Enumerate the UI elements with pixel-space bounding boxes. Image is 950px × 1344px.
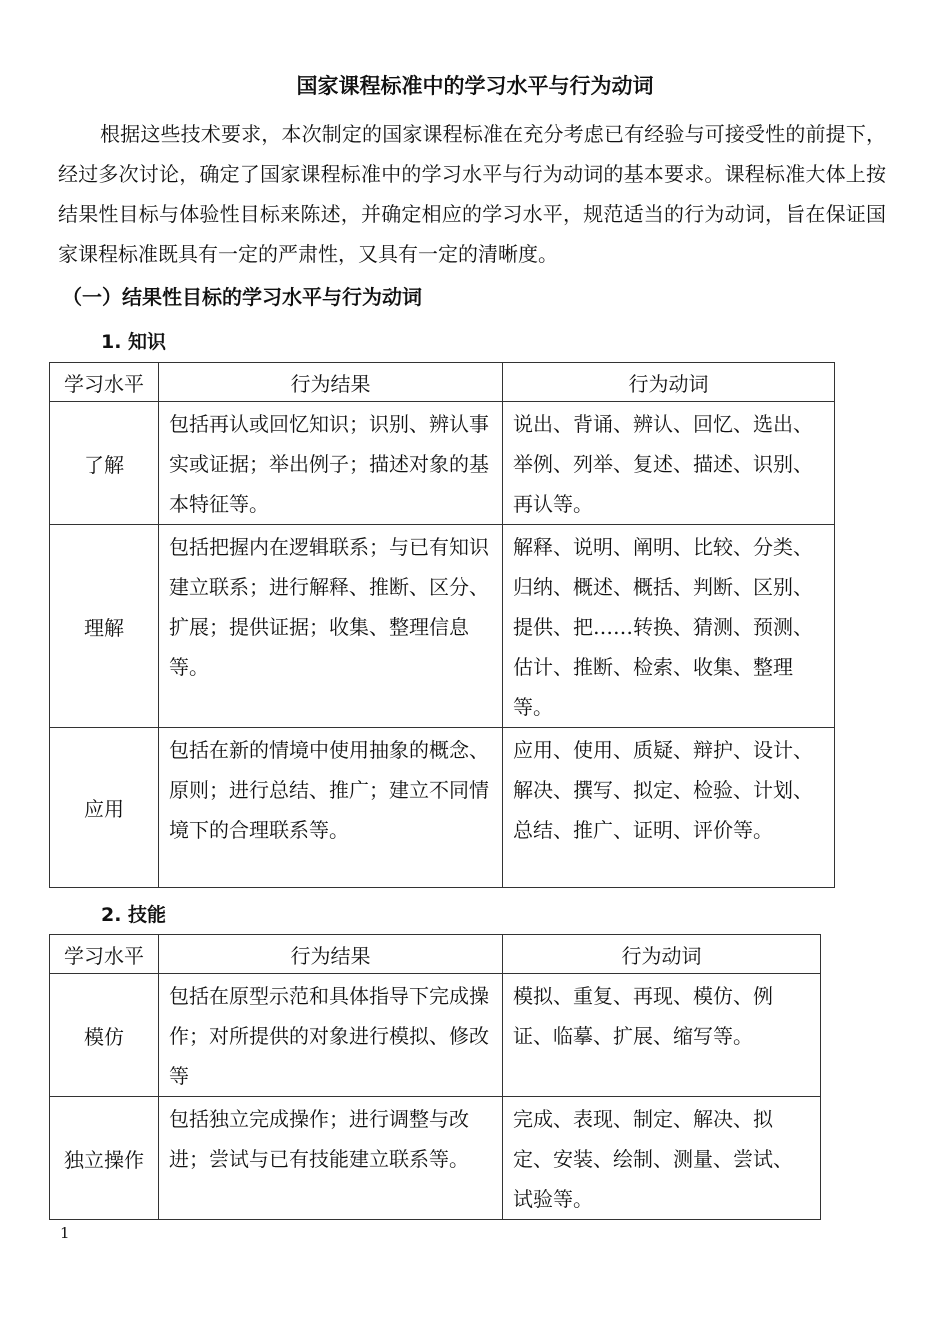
- table-row: [50, 974, 821, 1097]
- verbs-cell: 模拟、重复、再现、模仿、例证、临摹、扩展、缩写等。: [503, 974, 821, 1097]
- skills-heading: 2. 技能: [101, 904, 167, 926]
- result-cell: 包括独立完成操作；进行调整与改进；尝试与已有技能建立联系等。: [159, 1097, 503, 1220]
- page-number: 1: [60, 1224, 70, 1242]
- header-result: 行为结果: [159, 935, 503, 974]
- verbs-cell: 应用、使用、质疑、辩护、设计、解决、撰写、拟定、检验、计划、总结、推广、证明、评价等。: [503, 728, 835, 888]
- level-cell: 了解: [50, 402, 159, 525]
- header-level: 学习水平: [50, 935, 159, 974]
- section-heading: （一）结果性目标的学习水平与行为动词: [62, 285, 422, 309]
- result-cell: 包括把握内在逻辑联系；与已有知识建立联系；进行解释、推断、区分、扩展；提供证据；收集、整理信息等。: [159, 525, 503, 728]
- result-cell: 包括在新的情境中使用抽象的概念、原则；进行总结、推广；建立不同情境下的合理联系等。: [159, 728, 503, 888]
- level-cell: 应用: [50, 728, 159, 888]
- intro-paragraph: 根据这些技术要求，本次制定的国家课程标准在充分考虑已有经验与可接受性的前提下，经过多次讨论，确定了国家课程标准中的学习水平与行为动词的基本要求。课程标准大体上按结果性目标与体验性目标来陈述，并确定相应的学习水平，规范适当的行为动词，旨在保证国家课程标准既具有一定的严肃性，又具有一定的清晰度。: [58, 122, 886, 266]
- header-verbs: 行为动词: [503, 363, 835, 402]
- knowledge-heading: 1. 知识: [101, 331, 167, 353]
- level-cell: 独立操作: [50, 1097, 159, 1220]
- verbs-cell: 解释、说明、阐明、比较、分类、归纳、概述、概括、判断、区别、提供、把……转换、猜测、预测、估计、推断、检索、收集、整理等。: [503, 525, 835, 728]
- result-cell: 包括在原型示范和具体指导下完成操作；对所提供的对象进行模拟、修改等: [159, 974, 503, 1097]
- table-row: [50, 402, 835, 525]
- header-verbs: 行为动词: [503, 935, 821, 974]
- document-title: 国家课程标准中的学习水平与行为动词: [296, 74, 654, 98]
- table-row: [50, 728, 835, 888]
- table-header-row: [50, 363, 835, 402]
- table-row: [50, 1097, 821, 1220]
- header-level: 学习水平: [50, 363, 159, 402]
- table-row: [50, 525, 835, 728]
- skills-table: [49, 934, 821, 1220]
- verbs-cell: 完成、表现、制定、解决、拟定、安装、绘制、测量、尝试、试验等。: [503, 1097, 821, 1220]
- result-cell: 包括再认或回忆知识；识别、辨认事实或证据；举出例子；描述对象的基本特征等。: [159, 402, 503, 525]
- table-header-row: [50, 935, 821, 974]
- header-result: 行为结果: [159, 363, 503, 402]
- knowledge-table: [49, 362, 835, 888]
- level-cell: 理解: [50, 525, 159, 728]
- verbs-cell: 说出、背诵、辨认、回忆、选出、举例、列举、复述、描述、识别、再认等。: [503, 402, 835, 525]
- level-cell: 模仿: [50, 974, 159, 1097]
